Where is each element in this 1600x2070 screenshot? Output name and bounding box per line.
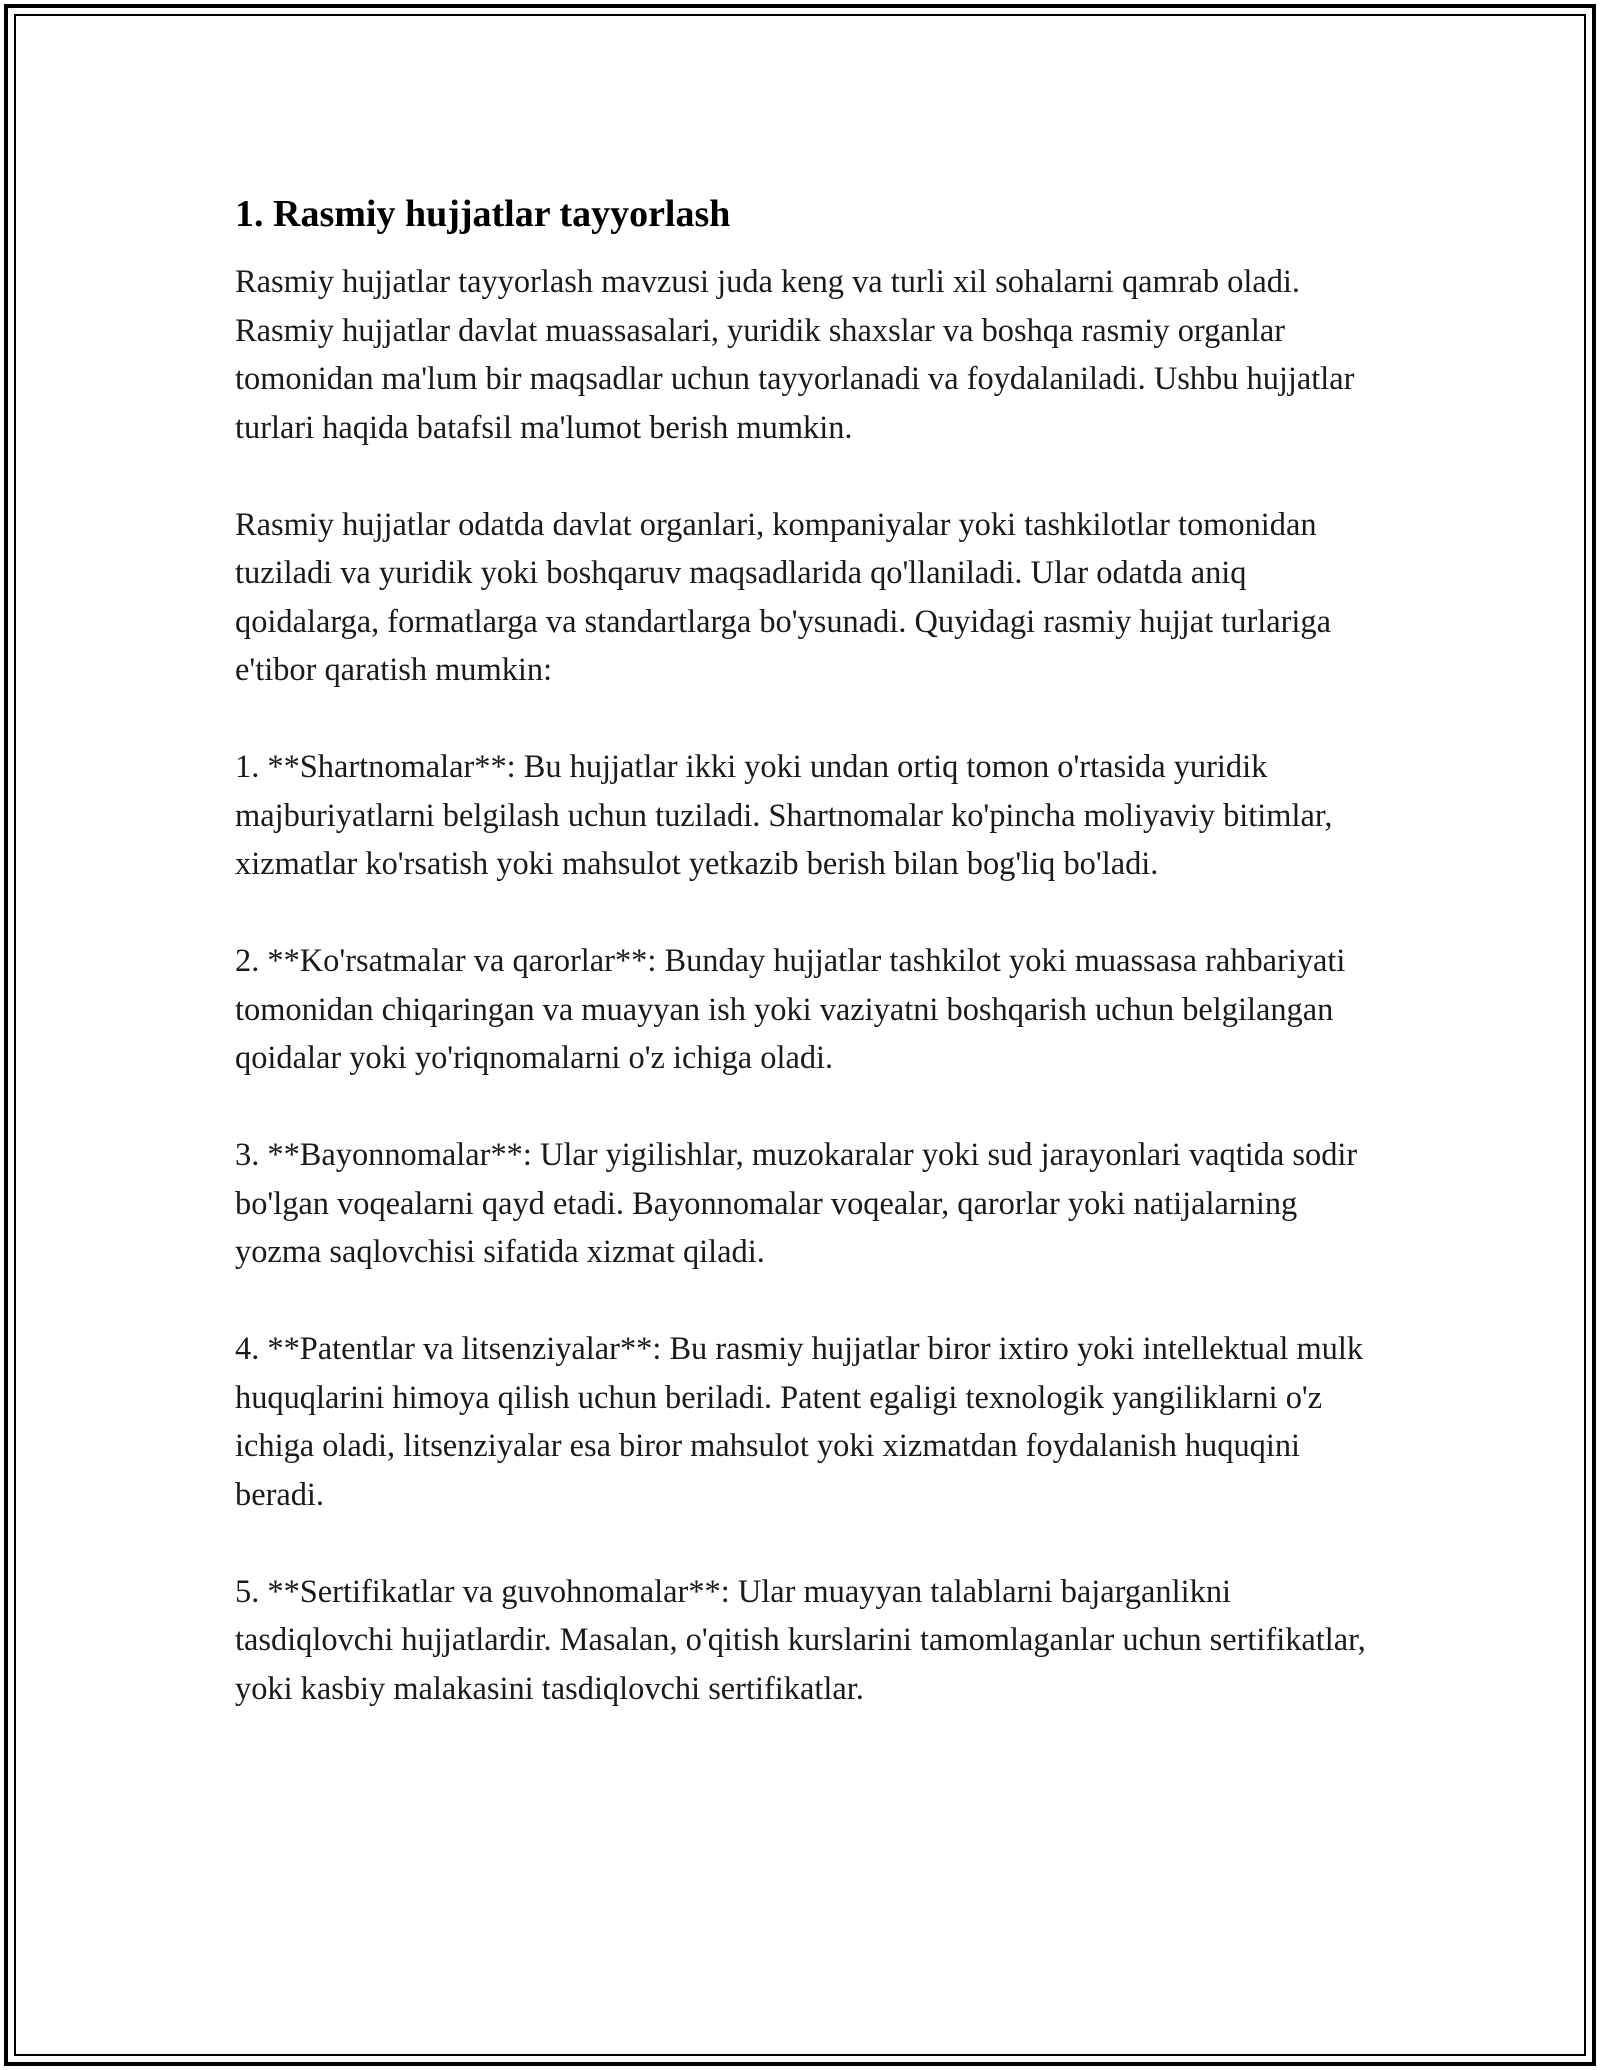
paragraph-intro: Rasmiy hujjatlar tayyorlash mavzusi juda keng va turli xil sohalarni qamrab oladi. Rasmiy hujjatlar davlat muassasalari, yuridik shaxslar va boshqa rasmiy organlar tomonidan ma'lum bir maqsadlar uchun tayyorlanadi va foydalaniladi. Ushbu hujjatlar turlari haqida batafsil ma'lumot berish mumkin. <box>235 264 1355 446</box>
list-item-bayonnomalar: 3. **Bayonnomalar**: Ular yigilishlar, muzokaralar yoki sud jarayonlari vaqtida sodir bo'lgan voqealarni qayd etadi. Bayonnomalar voqealar, qarorlar yoki natijalarning yozma saqlovchisi sifatida xizmat qiladi. <box>235 1137 1358 1270</box>
list-item-sertifikatlar: 5. **Sertifikatlar va guvohnomalar**: Ular muayyan talablarni bajarganlikni tasdiqlovchi hujjatlardir. Masalan, o'qitish kurslarini tamomlaganlar uchun sertifikatlar, yoki kasbiy malakasini tasdiqlovchi sertifikatlar. <box>235 1573 1366 1707</box>
paragraph-overview: Rasmiy hujjatlar odatda davlat organlari, kompaniyalar yoki tashkilotlar tomonidan tuziladi va yuridik yoki boshqaruv maqsadlarida qo'llaniladi. Ular odatda aniq qoidalarga, formatlarga va standartlarga bo'ysunadi. Quyidagi rasmiy hujjat turlariga e'tibor qaratish mumkin: <box>235 506 1331 688</box>
list-item-korsatmalar: 2. **Ko'rsatmalar va qarorlar**: Bunday hujjatlar tashkilot yoki muassasa rahbariyati tomonidan chiqaringan va muayyan ish yoki vaziyatni boshqarish uchun belgilangan qoidalar yoki yo'riqnomalarni o'z ichiga oladi. <box>235 943 1346 1076</box>
document-title: 1. Rasmiy hujjatlar tayyorlash <box>235 193 731 235</box>
list-item-patentlar: 4. **Patentlar va litsenziyalar**: Bu rasmiy hujjatlar biror ixtiro yoki intellektual mulk huquqlarini himoya qilish uchun beriladi. Patent egaligi texnologik yangiliklarni o'z ichiga oladi, litsenziyalar esa biror mahsulot yoki xizmatdan foydalanish huquqini beradi. <box>235 1331 1364 1513</box>
list-item-shartnomalar: 1. **Shartnomalar**: Bu hujjatlar ikki yoki undan ortiq tomon o'rtasida yuridik majburiyatlarni belgilash uchun tuziladi. Shartnomalar ko'pincha moliyaviy bitimlar, xizmatlar ko'rsatish yoki mahsulot yetkazib berish bilan bog'liq bo'ladi. <box>235 749 1333 882</box>
document-body <box>235 186 1375 1713</box>
